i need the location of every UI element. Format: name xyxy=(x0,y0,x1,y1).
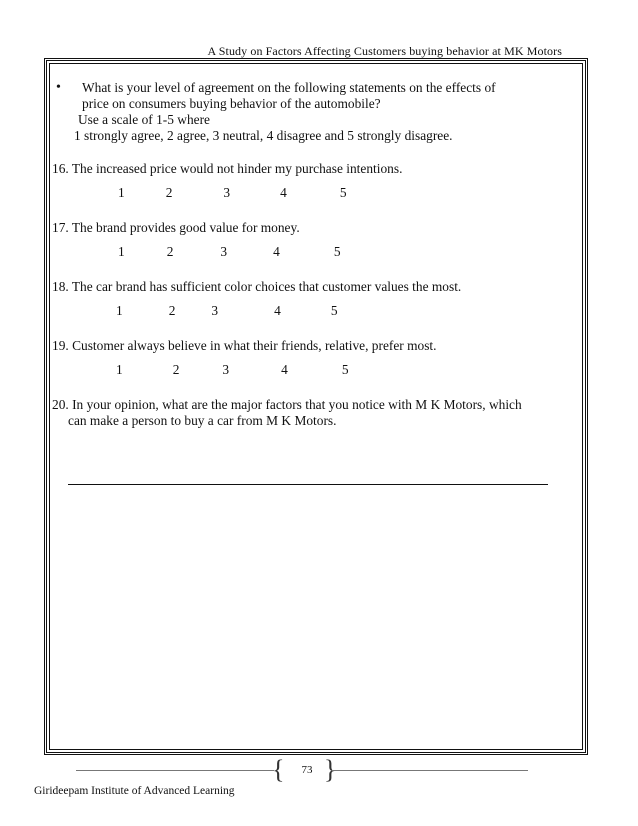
answer-line[interactable] xyxy=(68,484,548,485)
rating-scale xyxy=(52,303,572,319)
page-header-title: A Study on Factors Affecting Customers buying behavior at MK Motors xyxy=(207,44,562,58)
instruction-line-2: price on consumers buying behavior of the automobile? xyxy=(82,96,381,111)
scale-intro: Use a scale of 1-5 where xyxy=(78,112,210,127)
questionnaire-section xyxy=(52,80,572,429)
instruction-line-1: What is your level of agreement on the following statements on the effects of xyxy=(82,80,496,95)
bullet-icon: • xyxy=(56,80,61,95)
rating-option-5[interactable]: 5 xyxy=(341,362,349,377)
footer-brace-left: { xyxy=(272,755,285,784)
question-text-line-2: can make a person to buy a car from M K Motors. xyxy=(68,413,337,428)
question-text: 19. Customer always believe in what their friends, relative, prefer most. xyxy=(52,338,437,353)
rating-scale xyxy=(52,362,572,378)
rating-option-4[interactable]: 4 xyxy=(274,303,281,318)
rating-option-3[interactable]: 3 xyxy=(211,303,219,318)
question-18 xyxy=(52,279,572,319)
rating-option-3[interactable]: 3 xyxy=(220,244,228,259)
rating-scale xyxy=(52,185,572,201)
question-16 xyxy=(52,161,572,201)
question-text-line-1: 20. In your opinion, what are the major factors that you notice with M K Motors, which xyxy=(52,397,522,412)
question-text: 18. The car brand has sufficient color choices that customer values the most. xyxy=(52,279,462,294)
scale-definition: 1 strongly agree, 2 agree, 3 neutral, 4 disagree and 5 strongly disagree. xyxy=(74,128,453,143)
footer-brace-right: } xyxy=(324,755,337,784)
question-text: 16. The increased price would not hinder my purchase intentions. xyxy=(52,161,403,176)
instruction-block xyxy=(52,80,572,144)
rating-option-2[interactable]: 2 xyxy=(172,362,180,377)
rating-option-1[interactable]: 1 xyxy=(116,362,123,377)
rating-scale xyxy=(52,244,572,260)
rating-option-1[interactable]: 1 xyxy=(118,244,125,259)
question-20 xyxy=(52,397,572,429)
rating-option-5[interactable]: 5 xyxy=(333,244,341,259)
rating-option-4[interactable]: 4 xyxy=(280,185,287,200)
rating-option-1[interactable]: 1 xyxy=(116,303,123,318)
rating-option-4[interactable]: 4 xyxy=(273,244,280,259)
page-number: 73 xyxy=(301,764,313,776)
question-17 xyxy=(52,220,572,260)
rating-option-5[interactable]: 5 xyxy=(339,185,347,200)
rating-option-2[interactable]: 2 xyxy=(168,303,176,318)
footer-rule-right xyxy=(332,770,528,771)
rating-option-5[interactable]: 5 xyxy=(330,303,338,318)
question-text: 17. The brand provides good value for money. xyxy=(52,220,300,235)
rating-option-3[interactable]: 3 xyxy=(222,362,230,377)
rating-option-1[interactable]: 1 xyxy=(118,185,125,200)
rating-option-2[interactable]: 2 xyxy=(165,185,173,200)
footer-institute: Girideepam Institute of Advanced Learning xyxy=(34,785,235,797)
footer-rule-left xyxy=(76,770,274,771)
rating-option-4[interactable]: 4 xyxy=(281,362,288,377)
rating-option-3[interactable]: 3 xyxy=(223,185,231,200)
rating-option-2[interactable]: 2 xyxy=(166,244,174,259)
question-19 xyxy=(52,338,572,378)
